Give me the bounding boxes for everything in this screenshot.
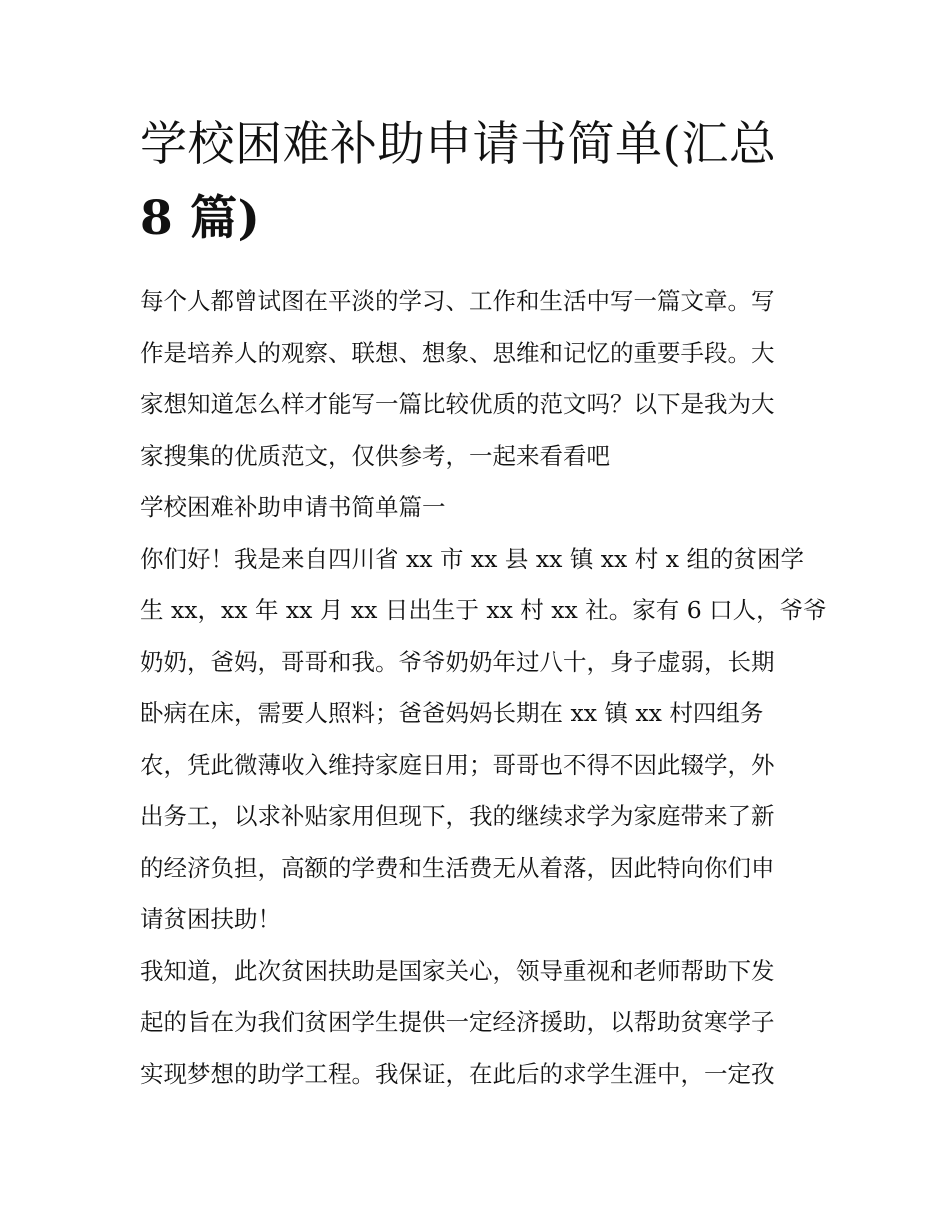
intro-paragraph [140, 276, 812, 482]
text-line: 农，凭此微薄收入维持家庭日用；哥哥也不得不因此辍学，外 [140, 750, 775, 779]
text-line: 请贫困扶助！ [140, 905, 281, 933]
text-line: 家搜集的优质范文，仅供参考，一起来看看吧 [140, 441, 610, 470]
text-line: 的经济负担，高额的学费和生活费无从着落，因此特向你们申 [140, 853, 775, 882]
text-line: 生 xx，xx 年 xx 月 xx 日出生于 xx 村 xx 社。家有 6 口人，爷爷 [140, 596, 827, 624]
text-line: 实现梦想的助学工程。我保证，在此后的求学生涯中，一定孜 [140, 1059, 775, 1088]
title-line: 8 篇) [140, 191, 261, 246]
text-line: 卧病在床，需要人照料；爸爸妈妈长期在 xx 镇 xx 村四组务 [140, 699, 764, 727]
document-page [140, 108, 827, 1100]
body-paragraph [140, 534, 827, 946]
text-line: 作是培养人的观察、联想、想象、思维和记忆的重要手段。大 [140, 338, 775, 367]
body-paragraph [140, 946, 812, 1101]
text-line: 每个人都曾试图在平淡的学习、工作和生活中写一篇文章。写 [140, 287, 775, 315]
heading-text: 学校困难补助申请书简单篇一 [140, 493, 446, 521]
title-line: 学校困难补助申请书简单(汇总 [140, 117, 777, 172]
text-line: 出务工，以求补贴家用但现下，我的继续求学为家庭带来了新 [140, 802, 775, 830]
document-title [140, 108, 812, 256]
text-line: 你们好！我是来自四川省 xx 市 xx 县 xx 镇 xx 村 x 组的贫困学 [140, 544, 804, 573]
text-line: 奶奶，爸妈，哥哥和我。爷爷奶奶年过八十，身子虚弱，长期 [140, 647, 775, 676]
text-line: 起的旨在为我们贫困学生提供一定经济援助，以帮助贫寒学子 [140, 1008, 775, 1036]
text-line: 家想知道怎么样才能写一篇比较优质的范文吗？以下是我为大 [140, 390, 775, 418]
text-line: 我知道，此次贫困扶助是国家关心，领导重视和老师帮助下发 [140, 956, 775, 985]
section-heading [140, 482, 812, 534]
